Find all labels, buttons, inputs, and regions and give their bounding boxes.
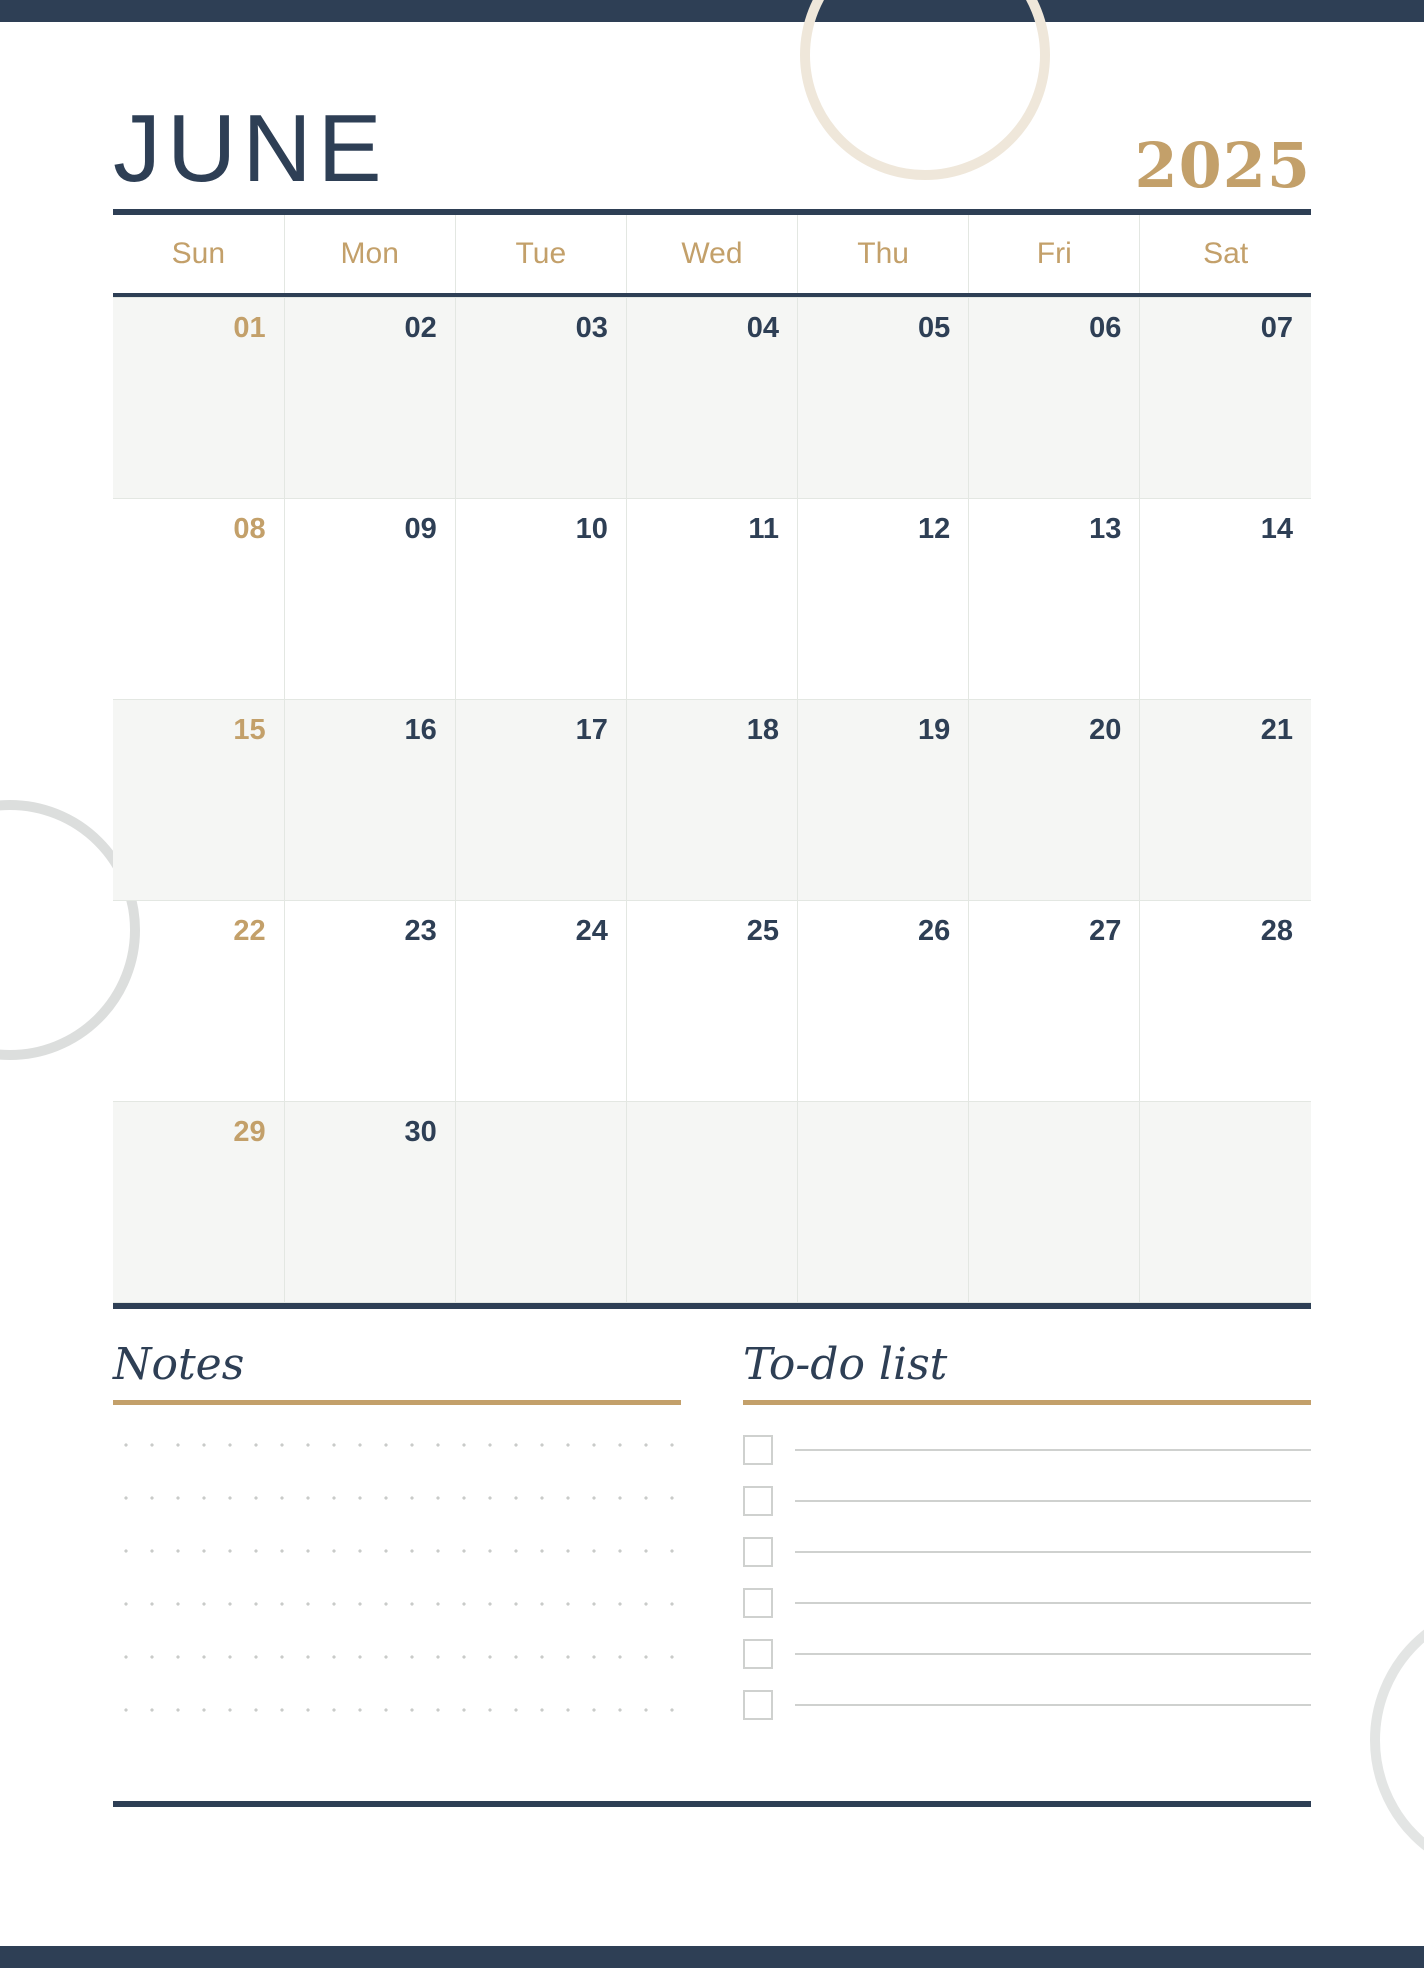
day-cell[interactable]: 12 [798, 499, 969, 700]
calendar-week-row [113, 700, 1311, 901]
todo-item[interactable] [743, 1588, 1311, 1618]
weekday-fri: Fri [969, 215, 1140, 293]
notes-writing-area[interactable] [113, 1405, 681, 1714]
checkbox-icon[interactable] [743, 1537, 773, 1567]
notes-dotted-line[interactable] [113, 1600, 681, 1608]
day-cell[interactable]: 17 [455, 700, 626, 901]
todo-item[interactable] [743, 1639, 1311, 1669]
calendar-bottom-rule [113, 1303, 1311, 1309]
day-cell[interactable]: 14 [1140, 499, 1311, 700]
todo-write-line[interactable] [795, 1500, 1311, 1502]
weekday-header-row [113, 215, 1311, 293]
day-cell[interactable]: 05 [798, 298, 969, 499]
day-cell-empty [626, 1102, 797, 1303]
page-bottom-rule [113, 1801, 1311, 1807]
day-cell[interactable]: 08 [113, 499, 284, 700]
day-cell-empty [798, 1102, 969, 1303]
weekday-mon: Mon [284, 215, 455, 293]
year-label: 2025 [1134, 129, 1311, 202]
weekday-wed: Wed [626, 215, 797, 293]
day-cell[interactable]: 16 [284, 700, 455, 901]
notes-dotted-line[interactable] [113, 1706, 681, 1714]
todo-item[interactable] [743, 1486, 1311, 1516]
todo-panel [743, 1339, 1311, 1759]
day-cell[interactable]: 11 [626, 499, 797, 700]
day-cell[interactable]: 18 [626, 700, 797, 901]
notes-dotted-line[interactable] [113, 1653, 681, 1661]
day-cell-empty [969, 1102, 1140, 1303]
weekday-sat: Sat [1140, 215, 1311, 293]
notes-dotted-line[interactable] [113, 1494, 681, 1502]
calendar-page [0, 22, 1424, 1946]
day-cell[interactable]: 25 [626, 901, 797, 1102]
day-cell[interactable]: 30 [284, 1102, 455, 1303]
checkbox-icon[interactable] [743, 1435, 773, 1465]
notes-panel [113, 1339, 681, 1759]
todo-list [743, 1405, 1311, 1720]
calendar-week-row [113, 1102, 1311, 1303]
day-cell[interactable]: 09 [284, 499, 455, 700]
todo-item[interactable] [743, 1690, 1311, 1720]
day-cell[interactable]: 04 [626, 298, 797, 499]
day-cell[interactable]: 13 [969, 499, 1140, 700]
checkbox-icon[interactable] [743, 1588, 773, 1618]
calendar-week-row [113, 499, 1311, 700]
todo-write-line[interactable] [795, 1653, 1311, 1655]
day-cell[interactable]: 06 [969, 298, 1140, 499]
day-cell[interactable]: 19 [798, 700, 969, 901]
day-cell[interactable]: 03 [455, 298, 626, 499]
day-cell[interactable]: 01 [113, 298, 284, 499]
todo-write-line[interactable] [795, 1704, 1311, 1706]
calendar-week-row [113, 298, 1311, 499]
day-cell[interactable]: 15 [113, 700, 284, 901]
checkbox-icon[interactable] [743, 1690, 773, 1720]
weekday-tue: Tue [455, 215, 626, 293]
checkbox-icon[interactable] [743, 1639, 773, 1669]
day-cell[interactable]: 02 [284, 298, 455, 499]
day-cell[interactable]: 28 [1140, 901, 1311, 1102]
day-cell[interactable]: 10 [455, 499, 626, 700]
todo-write-line[interactable] [795, 1551, 1311, 1553]
notes-dotted-line[interactable] [113, 1547, 681, 1555]
day-cell[interactable]: 23 [284, 901, 455, 1102]
day-cell[interactable]: 29 [113, 1102, 284, 1303]
calendar-grid [113, 209, 1311, 1309]
day-cell[interactable]: 26 [798, 901, 969, 1102]
day-cell-empty [1140, 1102, 1311, 1303]
page-title [113, 22, 1311, 202]
notes-dotted-line[interactable] [113, 1441, 681, 1449]
day-cell[interactable]: 20 [969, 700, 1140, 901]
todo-write-line[interactable] [795, 1449, 1311, 1451]
month-label: JUNE [113, 95, 388, 202]
notes-title: Notes [113, 1339, 245, 1390]
day-cell-empty [455, 1102, 626, 1303]
day-cell[interactable]: 24 [455, 901, 626, 1102]
todo-title: To-do list [743, 1339, 948, 1390]
checkbox-icon[interactable] [743, 1486, 773, 1516]
day-cell[interactable]: 21 [1140, 700, 1311, 901]
day-cell[interactable]: 22 [113, 901, 284, 1102]
todo-item[interactable] [743, 1537, 1311, 1567]
top-accent-bar [0, 0, 1424, 22]
calendar-week-row [113, 901, 1311, 1102]
day-cell[interactable]: 27 [969, 901, 1140, 1102]
todo-item[interactable] [743, 1435, 1311, 1465]
bottom-accent-bar [0, 1946, 1424, 1968]
weekday-sun: Sun [113, 215, 284, 293]
weekday-thu: Thu [798, 215, 969, 293]
todo-write-line[interactable] [795, 1602, 1311, 1604]
day-cell[interactable]: 07 [1140, 298, 1311, 499]
